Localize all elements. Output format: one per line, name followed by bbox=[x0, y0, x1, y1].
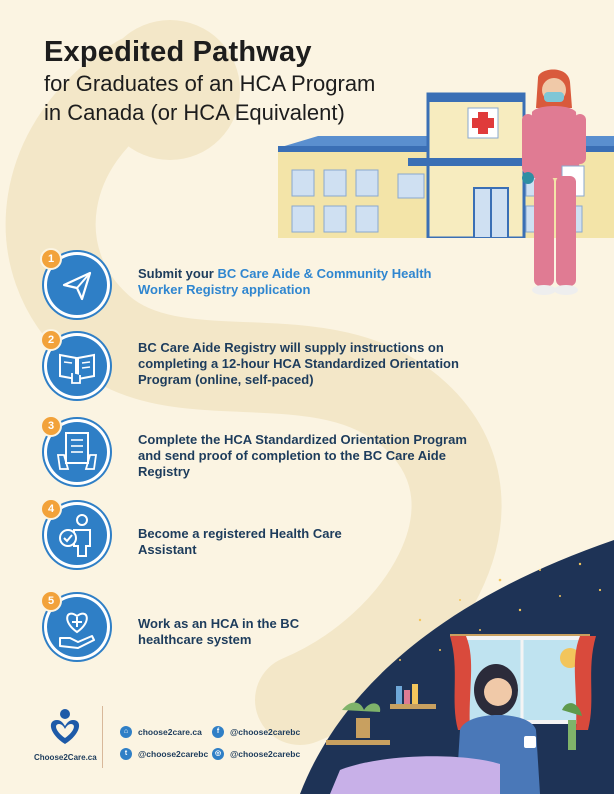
choose2care-logo[interactable] bbox=[34, 708, 96, 762]
facebook-icon: f bbox=[212, 726, 224, 738]
title-line-3: in Canada (or HCA Equivalent) bbox=[44, 100, 345, 125]
step-4-text: Become a registered Health Care Assistant bbox=[138, 526, 342, 557]
step-1-text-intro: Submit your bbox=[138, 266, 218, 281]
nurse-resting-illustration bbox=[300, 540, 614, 794]
step-1-registry-link[interactable]: BC Care Aide & Community Health Worker Registry application bbox=[138, 266, 432, 297]
step-3-text: Complete the HCA Standardized Orientation Program and send proof of completion to the BC Care Aide Registry bbox=[138, 432, 467, 479]
step-4-number: 4 bbox=[40, 498, 62, 520]
title-line-2: for Graduates of an HCA Program bbox=[44, 71, 376, 96]
step-2-icon-badge bbox=[44, 333, 110, 399]
step-5-text: Work as an HCA in the BC healthcare system bbox=[138, 616, 300, 647]
step-3-number: 3 bbox=[40, 415, 62, 437]
twitter-handle: @choose2carebc bbox=[138, 749, 209, 759]
website-link[interactable] bbox=[120, 726, 202, 738]
instagram-link[interactable] bbox=[212, 748, 300, 760]
facebook-handle: @choose2carebc bbox=[230, 727, 301, 737]
footer-divider bbox=[102, 706, 103, 768]
heart-person-logo-icon bbox=[47, 708, 83, 746]
step-5-icon-badge bbox=[44, 594, 110, 660]
title-main: Expedited Pathway bbox=[44, 36, 312, 68]
website-text: choose2care.ca bbox=[138, 727, 202, 737]
step-3-icon-badge bbox=[44, 419, 110, 485]
step-2-number: 2 bbox=[40, 329, 62, 351]
facebook-link[interactable] bbox=[212, 726, 300, 738]
instagram-icon: ◎ bbox=[212, 748, 224, 760]
step-1-text bbox=[138, 266, 468, 298]
step-2-text: BC Care Aide Registry will supply instructions on completing a 12-hour HCA Standardized Orientation Program (online, self-paced) bbox=[138, 340, 459, 387]
step-1-icon-badge bbox=[44, 252, 110, 318]
twitter-icon: t bbox=[120, 748, 132, 760]
twitter-link[interactable] bbox=[120, 748, 208, 760]
step-5-number: 5 bbox=[40, 590, 62, 612]
step-1-number: 1 bbox=[40, 248, 62, 270]
nurse-illustration bbox=[518, 68, 598, 298]
step-4-icon-badge bbox=[44, 502, 110, 568]
logo-text: Choose2Care.ca bbox=[34, 753, 97, 762]
instagram-handle: @choose2carebc bbox=[230, 749, 301, 759]
home-icon: ⌂ bbox=[120, 726, 132, 738]
